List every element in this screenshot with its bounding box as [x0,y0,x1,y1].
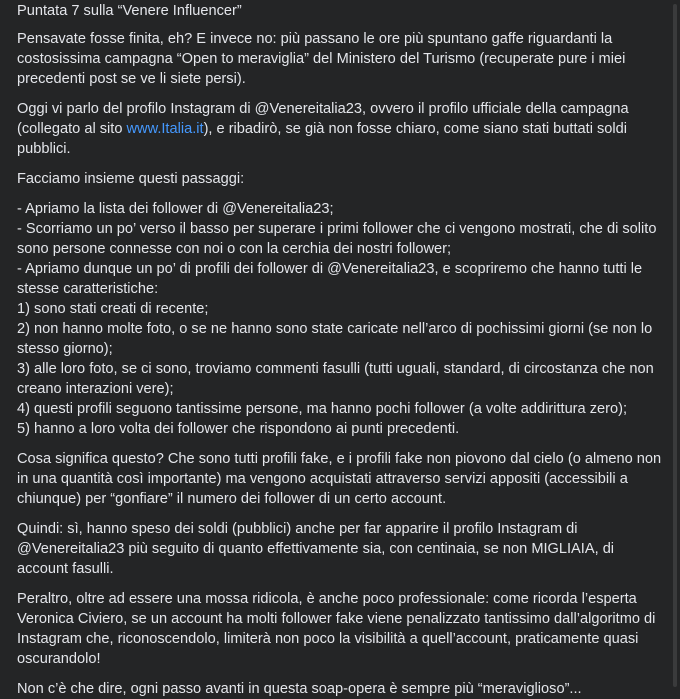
italia-website-link[interactable]: www.Italia.it [126,121,204,137]
list-item: 1) sono stati creati di recente; [17,301,209,317]
post-paragraph-expert: Peraltro, oltre ad essere una mossa ridicola, è anche poco professionale: come ricorda l’esperta Veronica Civiero, se un account ha molti follower fake viene penalizzato tantissimo dall’algoritmo di Instagram che, riconoscendolo, limiterà non poco la visibilità a quell’account, praticamente quasi oscurandolo! [17,591,656,667]
list-item: 2) non hanno molte foto, o se ne hanno sono state caricate nell’arco di pochissimi giorni (se non lo stesso giorno); [17,321,653,357]
list-item: 5) hanno a loro volta dei follower che rispondono ai punti precedenti. [17,421,460,437]
list-item: 4) questi profili seguono tantissime persone, ma hanno pochi follower (a volte addirittura zero); [17,401,628,417]
paragraph-text-before-link: Oggi vi parlo del profilo Instagram di @Venereitalia23, ovvero il profilo ufficiale della campagna (collegato al sito [17,101,629,137]
post-title: Puntata 7 sulla “Venere Influencer” [17,3,242,19]
list-item: 3) alle loro foto, se ci sono, troviamo commenti fasulli (tutti uguali, standard, di circostanza che non creano interazioni vere); [17,361,654,397]
list-item: - Apriamo la lista dei follower di @Venereitalia23; [17,201,334,217]
post-paragraph-steps-intro: Facciamo insieme questi passaggi: [17,171,245,187]
paragraph-text-after-link: ), e ribadirò, se già non fosse chiaro, come siano stati buttati soldi pubblici. [17,121,628,157]
list-item: - Scorriamo un po’ verso il basso per superare i primi follower che ci vengono mostrati, che di solito sono persone connesse con noi o con la cerchia dei nostri follower; [17,221,657,257]
scrollbar[interactable] [673,4,677,687]
post-paragraph-meaning: Cosa significa questo? Che sono tutti profili fake, e i profili fake non piovono dal cielo (o almeno non in una quantità così importante) ma vengono acquistati attraverso servizi appositi (accessibili a chiunque) per “gonfiare” il numero dei follower di un certo account. [17,451,662,507]
post-paragraph-instagram [17,99,666,159]
post-paragraph-intro: Pensavate fosse finita, eh? E invece no: più passano le ore più spuntano gaffe riguardanti la costosissima campagna “Open to meraviglia” del Ministero del Turismo (recuperate pure i miei precedenti post se ve li siete persi). [17,31,626,87]
post-paragraph-closing: Non c’è che dire, ogni passo avanti in questa soap-opera è sempre più “meraviglioso”... [17,681,582,697]
post-paragraph-conclusion: Quindi: sì, hanno speso dei soldi (pubblici) anche per far apparire il profilo Instagram di @Venereitalia23 più seguito di quanto effettivamente sia, con centinaia, se non MIGLIAIA, di account fasulli. [17,521,615,577]
list-item: - Apriamo dunque un po’ di profili dei follower di @Venereitalia23, e scopriremo che hanno tutti le stesse caratteristiche: [17,261,643,297]
steps-list [17,199,666,439]
